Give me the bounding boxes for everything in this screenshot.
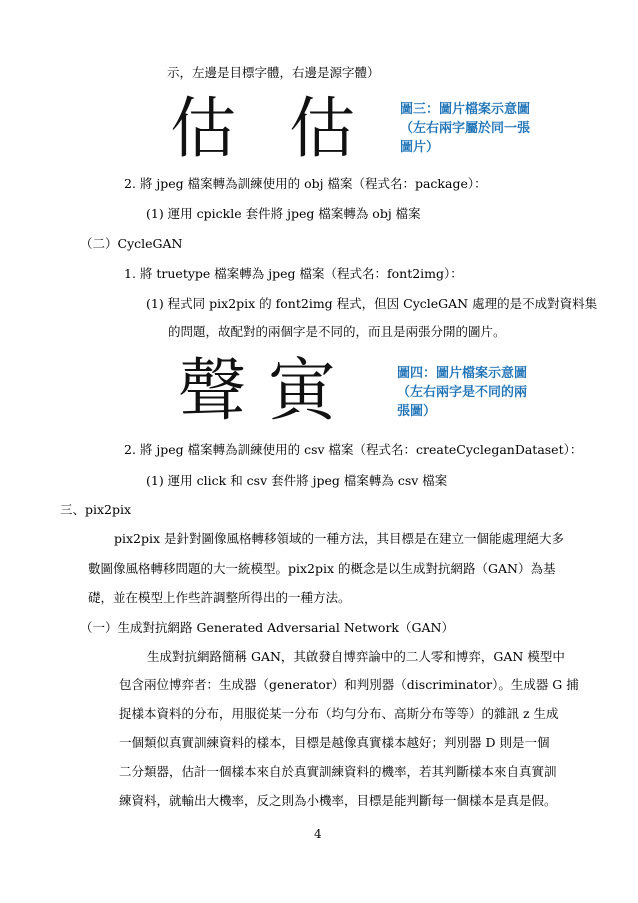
paragraph-line: 練資料，就輸出大機率，反之則為小機率，目標是能判斷每一個樣本是真是假。 [119,793,557,808]
figure-4-glyph-right: 寅 [268,352,337,431]
caption-line: 圖四：圖片檔案示意圖 [397,366,528,381]
paragraph-line: 礎，並在模型上作些許調整所得出的一種方法。 [88,590,351,605]
caption-line: 張圖） [397,404,437,419]
caption-line: （左右兩字屬於同一張 [400,121,531,136]
caption-line: 圖三：圖片檔案示意圖 [400,102,531,117]
caption-line: （左右兩字是不同的兩 [397,385,528,400]
section-heading: （二）CycleGAN [80,236,183,251]
figure-4-glyph-left: 聲 [178,352,247,431]
figure-3-caption [400,100,530,157]
text-line: (1) 程式同 pix2pix 的 font2img 程式，但因 CycleGAN 處理的是不成對資料集 [146,296,598,311]
paragraph-line: 數圖像風格轉移問題的大一統模型。pix2pix 的概念是以生成對抗網路（GAN）為基 [88,561,556,576]
figure-4-caption [397,364,527,421]
paragraph-line: 捉樣本資料的分布，用服從某一分布（均勻分布、高斯分布等等）的雜訊 z 生成 [119,706,559,721]
text-line: (1) 運用 cpickle 套件將 jpeg 檔案轉為 obj 檔案 [146,206,421,221]
text-line: 2. 將 jpeg 檔案轉為訓練使用的 csv 檔案（程式名：createCycleganDataset）： [124,442,583,457]
section-heading: 三、pix2pix [60,502,132,517]
text-line: 1. 將 truetype 檔案轉為 jpeg 檔案（程式名：font2img）： [124,266,463,281]
figure-3-glyph-left: 估 [170,90,236,167]
text-line: 2. 將 jpeg 檔案轉為訓練使用的 obj 檔案（程式名：package）： [124,176,487,191]
text-line: 示，左邊是目標字體，右邊是源字體） [167,65,380,80]
paragraph-line: pix2pix 是針對圖像風格轉移領域的一種方法，其目標是在建立一個能處理絕大多 [114,531,565,546]
paragraph-line: 一個類似真實訓練資料的樣本，目標是越像真實樣本越好；判別器 D 則是一個 [119,735,550,750]
caption-line: 圖片） [400,140,440,155]
figure-3-glyph-right: 估 [289,90,355,167]
text-line: (1) 運用 click 和 csv 套件將 jpeg 檔案轉為 csv 檔案 [146,473,448,488]
paragraph-line: 包含兩位博弈者：生成器（generator）和判別器（discriminator）。生成器 G 捕 [119,677,579,692]
paragraph-line: 二分類器，估計一個樣本來自於真實訓練資料的機率，若其判斷樣本來自真實訓 [119,764,557,779]
page-number: 4 [314,827,322,841]
paragraph-line: 生成對抗網路簡稱 GAN，其啟發自博弈論中的二人零和博弈，GAN 模型中 [147,649,565,664]
text-line: 的問題，故配對的兩個字是不同的，而且是兩張分開的圖片。 [168,324,506,339]
subsection-heading: （一）生成對抗網路 Generated Adversarial Network（GAN） [80,620,454,635]
